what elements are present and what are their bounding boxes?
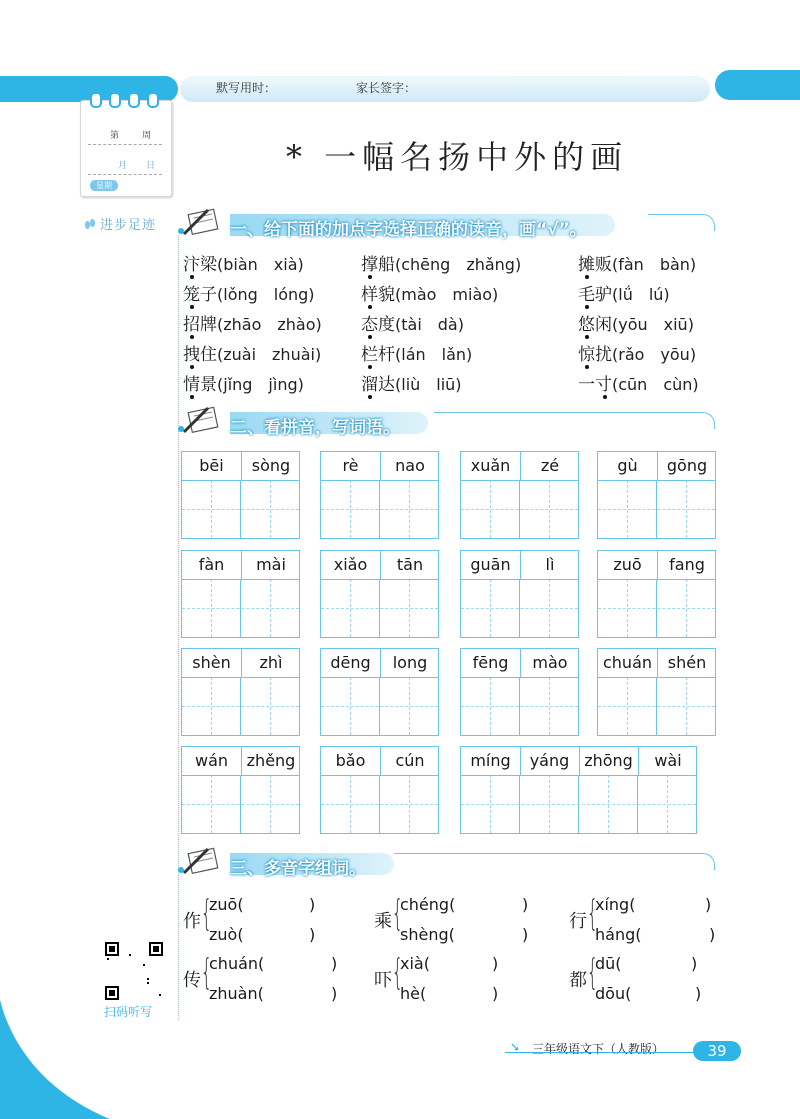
reading-item <box>578 370 699 395</box>
section2-header <box>178 402 718 442</box>
brace-icon: { <box>391 952 404 993</box>
reading-item <box>361 340 472 365</box>
pinyin-cell: zuō <box>598 551 658 579</box>
pen-notebook-icon <box>182 845 222 877</box>
pinyin-cell: gù <box>598 452 658 480</box>
pinyin-cell: shén <box>667 653 707 672</box>
writing-grid-group[interactable] <box>320 648 439 736</box>
reading-options[interactable]: (mào miào) <box>395 285 499 304</box>
reading-item <box>183 250 304 275</box>
reading-options[interactable]: (rǎo yōu) <box>612 345 697 364</box>
reading-item <box>183 370 304 395</box>
writing-grid-group[interactable] <box>181 451 300 539</box>
writing-grid-group[interactable] <box>181 648 300 736</box>
polyphone-reading: xíng( <box>595 895 636 914</box>
pinyin-cell: zhěng <box>246 751 296 770</box>
footer-arrow-icon: ➘ <box>510 1040 521 1054</box>
pinyin-cell: yáng <box>520 747 580 775</box>
brace-icon: { <box>200 952 213 993</box>
calendar-ring-icon <box>147 92 159 108</box>
reading-word: 笼子 <box>183 285 217 305</box>
emphasis-dot <box>368 365 372 369</box>
polyphone-reading: chuán( <box>209 954 265 973</box>
reading-options[interactable]: (lǒng lóng) <box>217 285 315 304</box>
reading-word: 悠闲 <box>578 315 612 335</box>
answer-blank-close[interactable]: ) <box>492 954 499 973</box>
pinyin-cell: mào <box>532 653 568 672</box>
answer-blank-close[interactable]: ) <box>309 895 316 914</box>
pinyin-cell: xiǎo <box>321 551 381 579</box>
reading-item <box>183 280 315 305</box>
emphasis-dot <box>368 335 372 339</box>
pinyin-cell: lì <box>545 555 555 574</box>
section1-header <box>178 204 718 244</box>
reading-word: 撑船 <box>361 255 395 275</box>
brace-icon: { <box>391 893 404 934</box>
emphasis-dot <box>190 305 194 309</box>
emphasis-dot <box>585 365 589 369</box>
reading-options[interactable]: (lán lǎn) <box>395 345 473 364</box>
reading-item <box>183 310 322 335</box>
answer-blank-close[interactable]: ) <box>522 895 529 914</box>
reading-options[interactable]: (lǘ lú) <box>612 285 670 304</box>
reading-word: 一寸 <box>578 375 612 395</box>
answer-blank-close[interactable]: ) <box>709 925 716 944</box>
section1-heading: 一、给下面的加点字选择正确的读音，画“√”。 <box>230 220 587 240</box>
writing-grid-group[interactable] <box>597 451 716 539</box>
polyphone-reading: zuò( <box>209 925 244 944</box>
calendar-day-label: 日 <box>146 161 156 171</box>
calendar-month-label: 月 <box>118 161 128 171</box>
reading-word: 招牌 <box>183 315 217 335</box>
emphasis-dot <box>368 275 372 279</box>
reading-item <box>361 250 521 275</box>
pinyin-cell: chuán <box>598 649 658 677</box>
polyphone-reading: xià( <box>400 954 430 973</box>
calendar-week-label: 第 <box>110 131 120 141</box>
reading-item <box>361 310 464 335</box>
answer-blank-close[interactable]: ) <box>522 925 529 944</box>
calendar-ring-icon <box>128 92 140 108</box>
writing-grid-group[interactable] <box>320 451 439 539</box>
pinyin-cell: mài <box>256 555 286 574</box>
calendar-divider <box>88 144 162 145</box>
reading-word: 惊扰 <box>578 345 612 365</box>
answer-blank-close[interactable]: ) <box>705 895 712 914</box>
dictation-time-label: 默写用时： <box>216 81 277 95</box>
pen-notebook-icon <box>182 206 222 238</box>
reading-word: 态度 <box>361 315 395 335</box>
polyphone-reading: zhuàn( <box>209 984 264 1003</box>
writing-grid-group[interactable] <box>597 550 716 638</box>
polyphone-reading: zuō( <box>209 895 244 914</box>
reading-item <box>578 280 670 305</box>
reading-item <box>578 340 696 365</box>
pinyin-cell: rè <box>321 452 381 480</box>
pinyin-cell: bēi <box>182 452 242 480</box>
emphasis-dot <box>585 275 589 279</box>
polyphone-reading: háng( <box>595 925 642 944</box>
pinyin-cell: fàn <box>182 551 242 579</box>
qr-code-icon[interactable] <box>105 942 163 1000</box>
pinyin-cell: long <box>392 653 428 672</box>
emphasis-dot <box>368 305 372 309</box>
pinyin-cell: guān <box>461 551 521 579</box>
section3-header <box>178 843 718 883</box>
writing-grid-group[interactable] <box>460 746 697 834</box>
pinyin-cell: wán <box>182 747 242 775</box>
header-band-right <box>715 70 800 100</box>
footer-line <box>505 1052 695 1053</box>
writing-grid-group[interactable] <box>460 550 579 638</box>
pinyin-cell: gōng <box>666 456 708 475</box>
pinyin-cell: dēng <box>321 649 381 677</box>
reading-item <box>361 280 498 305</box>
brace-icon: { <box>200 893 213 934</box>
pinyin-cell: shèn <box>182 649 242 677</box>
brace-icon: { <box>586 952 599 993</box>
pen-notebook-icon <box>182 404 222 436</box>
reading-options[interactable]: (cūn cùn) <box>612 375 699 394</box>
answer-blank-close[interactable]: ) <box>331 954 338 973</box>
reading-word: 拽住 <box>183 345 217 365</box>
corner-decoration <box>0 1000 110 1119</box>
polyphone-char: 传 <box>183 970 201 991</box>
pinyin-cell: fang <box>669 555 705 574</box>
pinyin-cell: sòng <box>251 456 291 475</box>
writing-grid-group[interactable] <box>181 746 300 834</box>
footer-book-label: 三年级语文下（人教版） <box>532 1042 665 1056</box>
polyphone-reading: hè( <box>400 984 427 1003</box>
writing-grid-group[interactable] <box>320 550 439 638</box>
pinyin-cell: zhōng <box>579 747 639 775</box>
brace-icon: { <box>586 893 599 934</box>
writing-grid-group[interactable] <box>597 648 716 736</box>
emphasis-dot <box>190 395 194 399</box>
section3-heading: 三、多音字组词。 <box>230 859 366 879</box>
reading-item <box>578 250 696 275</box>
polyphone-char: 行 <box>569 911 587 932</box>
lesson-title: * 一幅名扬中外的画 <box>286 138 629 176</box>
polyphone-char: 乘 <box>374 911 392 932</box>
footprint-icon <box>84 216 96 230</box>
parent-signature-label: 家长签字： <box>356 81 417 95</box>
polyphone-reading: shèng( <box>400 925 455 944</box>
writing-grid-group[interactable] <box>460 648 579 736</box>
pinyin-cell: nao <box>395 456 425 475</box>
reading-item <box>183 340 321 365</box>
margin-dotted-line <box>178 235 179 1020</box>
reading-word: 样貌 <box>361 285 395 305</box>
emphasis-dot <box>585 305 589 309</box>
emphasis-dot <box>368 395 372 399</box>
calendar-week-suffix: 周 <box>142 131 152 141</box>
pinyin-cell: tān <box>396 555 424 574</box>
pinyin-cell: zhì <box>259 653 283 672</box>
pinyin-cell: bǎo <box>321 747 381 775</box>
reading-options[interactable]: (jǐng jìng) <box>217 375 304 394</box>
polyphone-reading: dū( <box>595 954 622 973</box>
reading-item <box>578 310 694 335</box>
answer-blank-close[interactable]: ) <box>492 984 499 1003</box>
pinyin-cell: fēng <box>461 649 521 677</box>
pinyin-cell: cún <box>395 751 425 770</box>
writing-grid-group[interactable] <box>181 550 300 638</box>
reading-word: 毛驴 <box>578 285 612 305</box>
pinyin-cell: wài <box>654 751 682 770</box>
reading-word: 栏杆 <box>361 345 395 365</box>
reading-item <box>361 370 462 395</box>
answer-blank-close[interactable]: ) <box>691 954 698 973</box>
reading-word: 汴梁 <box>183 255 217 275</box>
calendar-divider <box>88 174 162 175</box>
reading-word: 摊贩 <box>578 255 612 275</box>
reading-options[interactable]: (zhāo zhào) <box>217 315 322 334</box>
reading-options[interactable]: (liù liū) <box>395 375 462 394</box>
reading-options[interactable]: (chēng zhǎng) <box>395 255 522 274</box>
progress-motto: 进步足迹 <box>100 218 157 233</box>
answer-blank-close[interactable]: ) <box>309 925 316 944</box>
polyphone-reading: chéng( <box>400 895 456 914</box>
answer-blank-close[interactable]: ) <box>695 984 702 1003</box>
reading-word: 情景 <box>183 375 217 395</box>
section2-heading: 二、看拼音，写词语。 <box>230 418 400 438</box>
polyphone-reading: dōu( <box>595 984 632 1003</box>
answer-blank-close[interactable]: ) <box>331 984 338 1003</box>
calendar-weekday-badge: 星期 <box>90 180 118 191</box>
pinyin-cell: míng <box>461 747 521 775</box>
reading-options[interactable]: (yōu xiū) <box>612 315 694 334</box>
calendar-ring-icon <box>90 92 102 108</box>
polyphone-char: 都 <box>569 970 587 991</box>
emphasis-dot <box>190 365 194 369</box>
emphasis-dot <box>190 335 194 339</box>
emphasis-dot <box>190 275 194 279</box>
qr-label: 扫码听写 <box>104 1005 153 1019</box>
writing-grid-group[interactable] <box>320 746 439 834</box>
polyphone-char: 吓 <box>374 970 392 991</box>
emphasis-dot <box>603 395 607 399</box>
emphasis-dot <box>585 335 589 339</box>
page-number: 39 <box>693 1041 741 1061</box>
reading-word: 溜达 <box>361 375 395 395</box>
pinyin-cell: xuǎn <box>461 452 521 480</box>
reading-options[interactable]: (zuài zhuài) <box>217 345 322 364</box>
reading-options[interactable]: (fàn bàn) <box>612 255 697 274</box>
polyphone-char: 作 <box>183 911 201 932</box>
pinyin-cell: zé <box>540 456 560 475</box>
calendar-ring-icon <box>109 92 121 108</box>
writing-grid-group[interactable] <box>460 451 579 539</box>
reading-options[interactable]: (tài dà) <box>395 315 464 334</box>
reading-options[interactable]: (biàn xià) <box>217 255 304 274</box>
